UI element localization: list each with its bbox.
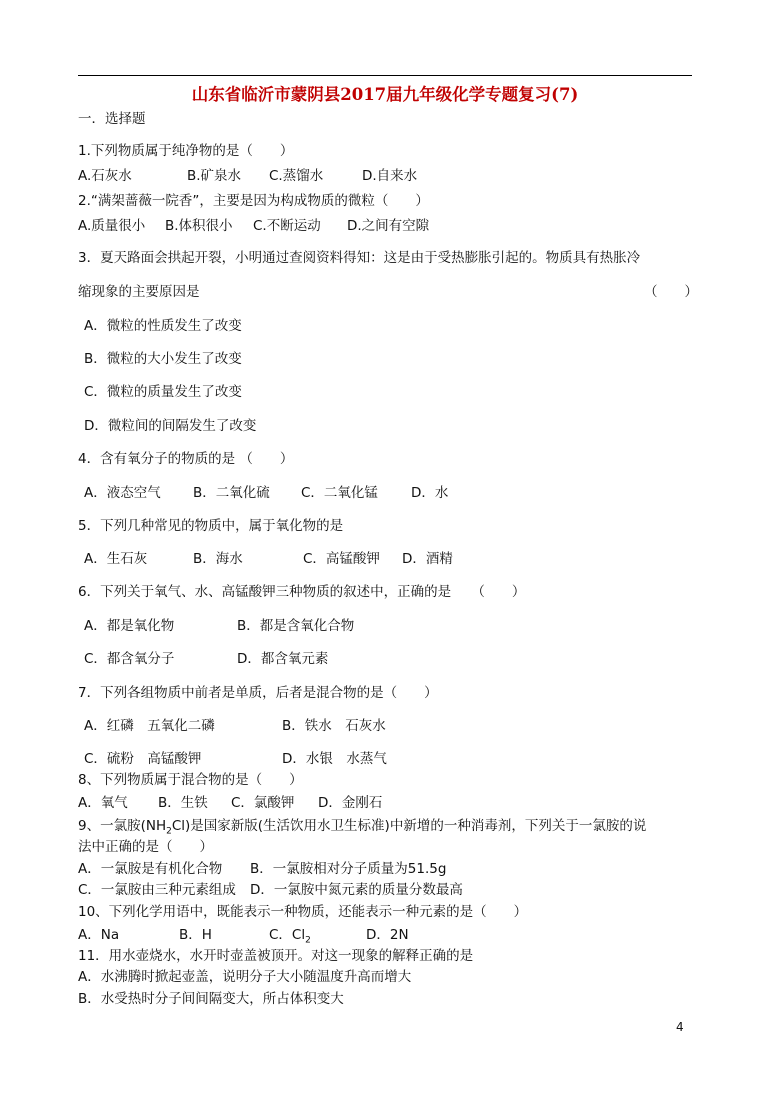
question-7-option-c: C．硫粉 高锰酸钾 [84,751,202,767]
question-10-option-c: C．$Cl_2$ [269,927,311,946]
question-2-stem: 2.“满架蔷薇一院香”，主要是因为构成物质的微粒（ ） [78,193,429,209]
question-11-option-a: A．水沸腾时掀起壶盖，说明分子大小随温度升高而增大 [78,969,412,985]
page-number: 4 [676,1020,684,1034]
question-1-option-c: C.蒸馏水 [269,168,324,184]
question-10-stem: 10、下列化学用语中，既能表示一种物质，还能表示一种元素的是（ ） [78,904,528,920]
question-4-option-b: B．二氧化硫 [193,485,270,501]
question-1-stem: 1.下列物质属于纯净物的是（ ） [78,143,294,159]
question-2-option-d: D.之间有空隙 [347,218,430,234]
question-7-stem: 7．下列各组物质中前者是单质，后者是混合物的是（ ） [78,685,438,701]
question-1-option-b: B.矿泉水 [187,168,242,184]
question-4-option-c: C．二氧化锰 [301,485,378,501]
question-7-option-a: A．红磷 五氧化二磷 [84,718,215,734]
question-6-option-c: C．都含氧分子 [84,651,175,667]
question-10-option-d: D．2N [366,927,409,943]
question-3-option-a: A．微粒的性质发生了改变 [84,318,242,334]
question-8-stem: 8、下列物质属于混合物的是（ ） [78,772,303,788]
question-3-stem-line-1: 3．夏天路面会拱起开裂，小明通过查阅资料得知：这是由于受热膨胀引起的。物质具有热胀冷 [78,250,641,266]
question-4-option-a: A．液态空气 [84,485,161,501]
question-9-option-c: C．一氯胺由三种元素组成 [78,882,236,898]
page-title: 山东省临沂市蒙阴县2017届九年级化学专题复习(7) [191,85,579,104]
question-10-option-b: B．H [179,927,212,943]
question-9-stem-line-1: 9、一氯胺$(NH_2Cl)$是国家新版(生活饮用水卫生标准)中新增的一种消毒剂，下列关于一氯胺的说 [78,818,647,837]
question-1-option-d: D.自来水 [362,168,418,184]
question-8-option-d: D．金刚石 [318,795,383,811]
question-9-stem-line-2: 法中正确的是（ ） [78,839,213,855]
question-7-option-b: B．铁水 石灰水 [282,718,386,734]
question-3-option-c: C．微粒的质量发生了改变 [84,384,242,400]
question-1-option-a: A.石灰水 [78,168,132,184]
question-8-option-c: C．氯酸钾 [231,795,295,811]
question-8-option-a: A．氧气 [78,795,128,811]
question-4-option-d: D．水 [411,485,449,501]
question-9-option-a: A．一氯胺是有机化合物 [78,861,223,877]
question-5-option-a: A．生石灰 [84,551,148,567]
question-5-option-c: C．高锰酸钾 [303,551,380,567]
question-6-option-a: A．都是氧化物 [84,618,175,634]
question-5-option-b: B．海水 [193,551,243,567]
question-4-stem: 4．含有氧分子的物质的是 （ ） [78,451,294,467]
question-9-option-b: B．一氯胺相对分子质量为51.5g [250,861,447,877]
question-5-option-d: D．酒精 [402,551,453,567]
section-heading: 一．选择题 [78,111,146,127]
question-11-stem: 11．用水壶烧水，水开时壶盖被顶开。对这一现象的解释正确的是 [78,948,474,964]
question-3-option-d: D．微粒间的间隔发生了改变 [84,418,257,434]
question-7-option-d: D．水银 水蒸气 [282,751,387,767]
question-3-answer-paren: （ ） [644,284,698,300]
question-10-option-a: A．Na [78,927,120,943]
question-2-option-b: B.体积很小 [165,218,233,234]
question-2-option-c: C.不断运动 [253,218,321,234]
question-3-option-b: B．微粒的大小发生了改变 [84,351,242,367]
question-11-option-b: B．水受热时分子间间隔变大，所占体积变大 [78,991,344,1007]
question-9-option-d: D．一氯胺中氮元素的质量分数最高 [250,882,463,898]
header-rule [78,75,692,76]
question-6-option-b: B．都是含氧化合物 [237,618,355,634]
question-3-stem-line-2: 缩现象的主要原因是 [78,284,200,300]
question-8-option-b: B．生铁 [158,795,208,811]
question-2-option-a: A.质量很小 [78,218,146,234]
question-5-stem: 5．下列几种常见的物质中，属于氧化物的是 [78,518,344,534]
question-6-option-d: D．都含氧元素 [237,651,329,667]
question-6-stem: 6．下列关于氧气、水、高锰酸钾三种物质的叙述中，正确的是 （ ） [78,584,526,600]
